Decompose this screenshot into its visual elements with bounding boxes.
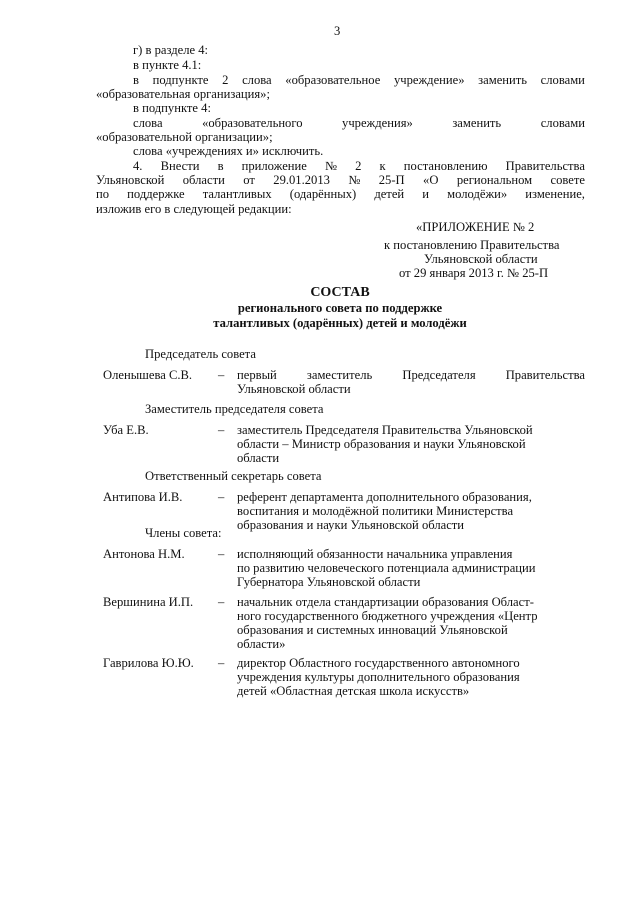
- appendix-line-2: Ульяновской области: [424, 252, 538, 266]
- member-2-position-line-3: образования и системных инноваций Ульяновской: [237, 623, 508, 637]
- intro-line-1: г) в разделе 4:: [133, 43, 209, 57]
- item4-line-2: Ульяновской области от 29.01.2013 № 25-П «О региональном совете: [96, 173, 585, 187]
- deputy-position-line-1: заместитель Председателя Правительства Ульяновской: [237, 423, 533, 437]
- chair-position-line-2: Ульяновской области: [237, 382, 351, 396]
- member-1-position-line-3: Губернатора Ульяновской области: [237, 575, 421, 589]
- composition-subtitle-1: регионального совета по поддержке: [237, 301, 443, 315]
- member-3-name: Гаврилова Ю.Ю.: [103, 656, 194, 670]
- item4-line-3: по поддержке талантливых (одарённых) детей и молодёжи» изменение,: [96, 187, 585, 201]
- deputy-dash: –: [218, 423, 225, 437]
- deputy-heading: Заместитель председателя совета: [145, 402, 324, 416]
- intro-line-7: «образовательной организации»;: [96, 130, 273, 144]
- deputy-position-line-2: области – Министр образования и науки Ульяновской: [237, 437, 526, 451]
- intro-line-2: в пункте 4.1:: [133, 58, 202, 72]
- appendix-line-3: от 29 января 2013 г. № 25-П: [399, 266, 549, 280]
- intro-line-5: в подпункте 4:: [133, 101, 211, 115]
- secretary-heading: Ответственный секретарь совета: [145, 469, 322, 483]
- member-3-position-line-3: детей «Областная детская школа искусств»: [237, 684, 470, 698]
- composition-title: СОСТАВ: [310, 285, 370, 300]
- deputy-position-line-3: области: [237, 451, 280, 465]
- secretary-position-line-3: образования и науки Ульяновской области: [237, 518, 465, 532]
- secretary-name: Антипова И.В.: [103, 490, 183, 504]
- member-2-name: Вершинина И.П.: [103, 595, 194, 609]
- member-3-position-line-1: директор Областного государственного автономного: [237, 656, 520, 670]
- composition-subtitle-2: талантливых (одарённых) детей и молодёжи: [213, 316, 467, 330]
- appendix-title: «ПРИЛОЖЕНИЕ № 2: [416, 220, 535, 234]
- member-1-position-line-1: исполняющий обязанности начальника управления: [237, 547, 513, 561]
- member-1-position-line-2: по развитию человеческого потенциала администрации: [237, 561, 536, 575]
- page-number: 3: [334, 24, 341, 38]
- item4-line-4: изложив его в следующей редакции:: [96, 202, 292, 216]
- secretary-dash: –: [218, 490, 225, 504]
- chair-heading: Председатель совета: [145, 347, 256, 361]
- intro-line-4: «образовательная организация»;: [96, 87, 270, 101]
- member-2-position-line-4: области»: [237, 637, 286, 651]
- member-1-name: Антонова Н.М.: [103, 547, 185, 561]
- member-2-position-line-2: ного государственного бюджетного учреждения «Центр: [237, 609, 538, 623]
- intro-line-3: в подпункте 2 слова «образовательное учреждение» заменить словами: [133, 73, 585, 87]
- member-3-position-line-2: учреждения культуры дополнительного образования: [237, 670, 520, 684]
- chair-name: Оленышева С.В.: [103, 368, 193, 382]
- item4-line-1: 4. Внести в приложение № 2 к постановлению Правительства: [133, 159, 585, 173]
- intro-line-8: слова «учреждениях и» исключить.: [133, 144, 324, 158]
- chair-dash: –: [218, 368, 225, 382]
- member-2-position-line-1: начальник отдела стандартизации образования Област-: [237, 595, 534, 609]
- member-3-dash: –: [218, 656, 225, 670]
- deputy-name: Уба Е.В.: [103, 423, 149, 437]
- members-heading: Члены совета:: [145, 526, 222, 540]
- chair-position-line-1: первый заместитель Председателя Правительства: [237, 368, 585, 382]
- member-2-dash: –: [218, 595, 225, 609]
- secretary-position-line-2: воспитания и молодёжной политики Министерства: [237, 504, 514, 518]
- intro-line-6: слова «образовательного учреждения» заменить словами: [133, 116, 585, 130]
- member-1-dash: –: [218, 547, 225, 561]
- appendix-line-1: к постановлению Правительства: [384, 238, 560, 252]
- secretary-position-line-1: референт департамента дополнительного образования,: [237, 490, 532, 504]
